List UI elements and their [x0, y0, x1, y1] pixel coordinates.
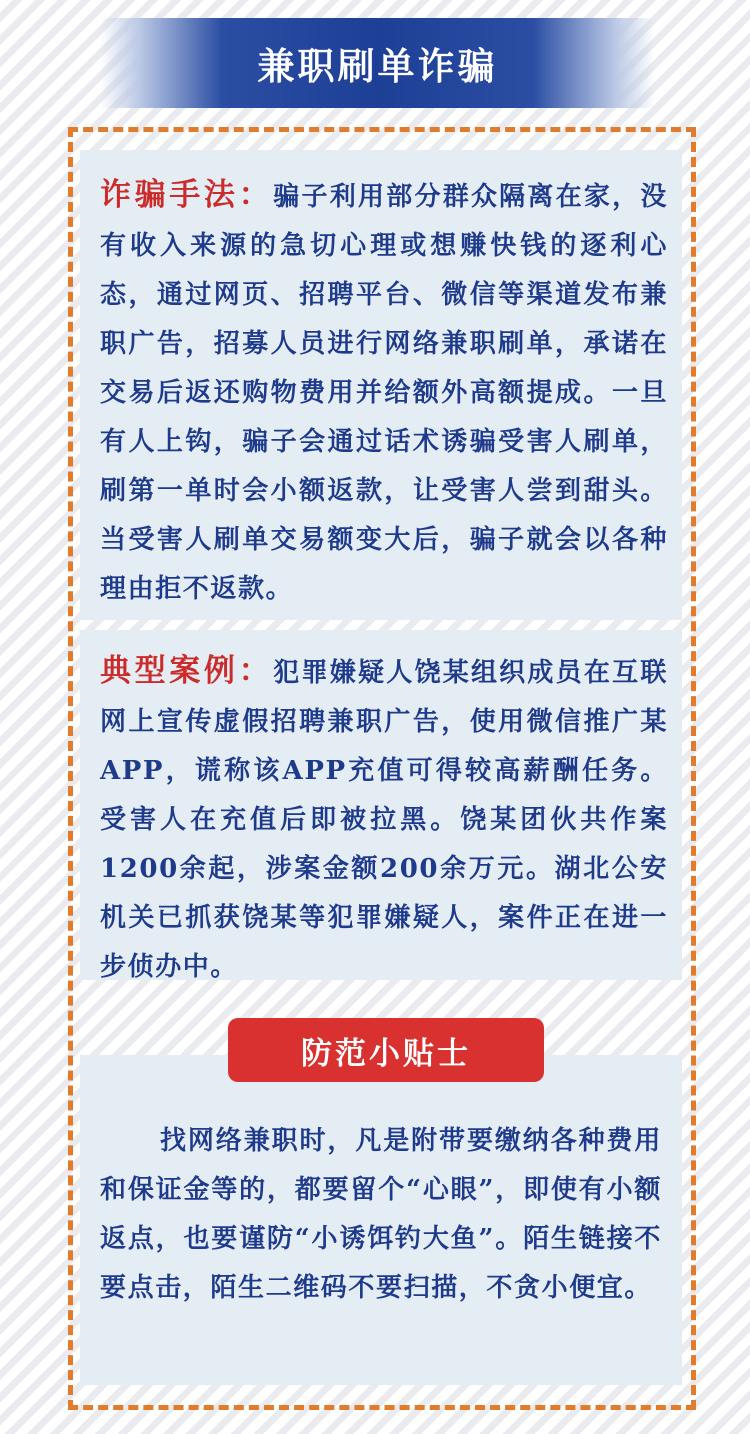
- tips-header-badge: [228, 1018, 544, 1082]
- case-label: 典型案例：: [100, 653, 274, 689]
- method-label: 诈骗手法：: [100, 177, 274, 213]
- page-title: 兼职刷单诈骗: [257, 44, 498, 88]
- method-paragraph: [100, 171, 668, 614]
- title-banner: [100, 18, 655, 108]
- tips-text: 找网络兼职时，凡是附带要缴纳各种费用和保证金等的，都要留个“心眼”，即使有小额返点，也要谨防“小诱饵钓大鱼”。陌生链接不要点击，陌生二维码不要扫描，不贪小便宜。: [100, 1126, 662, 1303]
- tips-label: 防范小贴士: [301, 1035, 471, 1072]
- case-paragraph: [100, 647, 668, 992]
- tips-paragraph: [100, 1117, 662, 1313]
- case-text: 犯罪嫌疑人饶某组织成员在互联网上宣传虚假招聘兼职广告，使用微信推广某APP，谎称该APP充值可得较高薪酬任务。受害人在充值后即被拉黑。饶某团伙共作案1200余起，涉案金额200余万元。湖北公安机关已抓获饶某等犯罪嫌疑人，案件正在进一步侦办中。: [100, 658, 669, 982]
- method-text: 骗子利用部分群众隔离在家，没有收入来源的急切心理或想赚快钱的逐利心态，通过网页、招聘平台、微信等渠道发布兼职广告，招募人员进行网络兼职刷单，承诺在交易后返还购物费用并给额外高额提成。一旦有人上钩，骗子会通过话术诱骗受害人刷单，刷第一单时会小额返款，让受害人尝到甜头。当受害人刷单交易额变大后，骗子就会以各种理由拒不返款。: [100, 182, 669, 604]
